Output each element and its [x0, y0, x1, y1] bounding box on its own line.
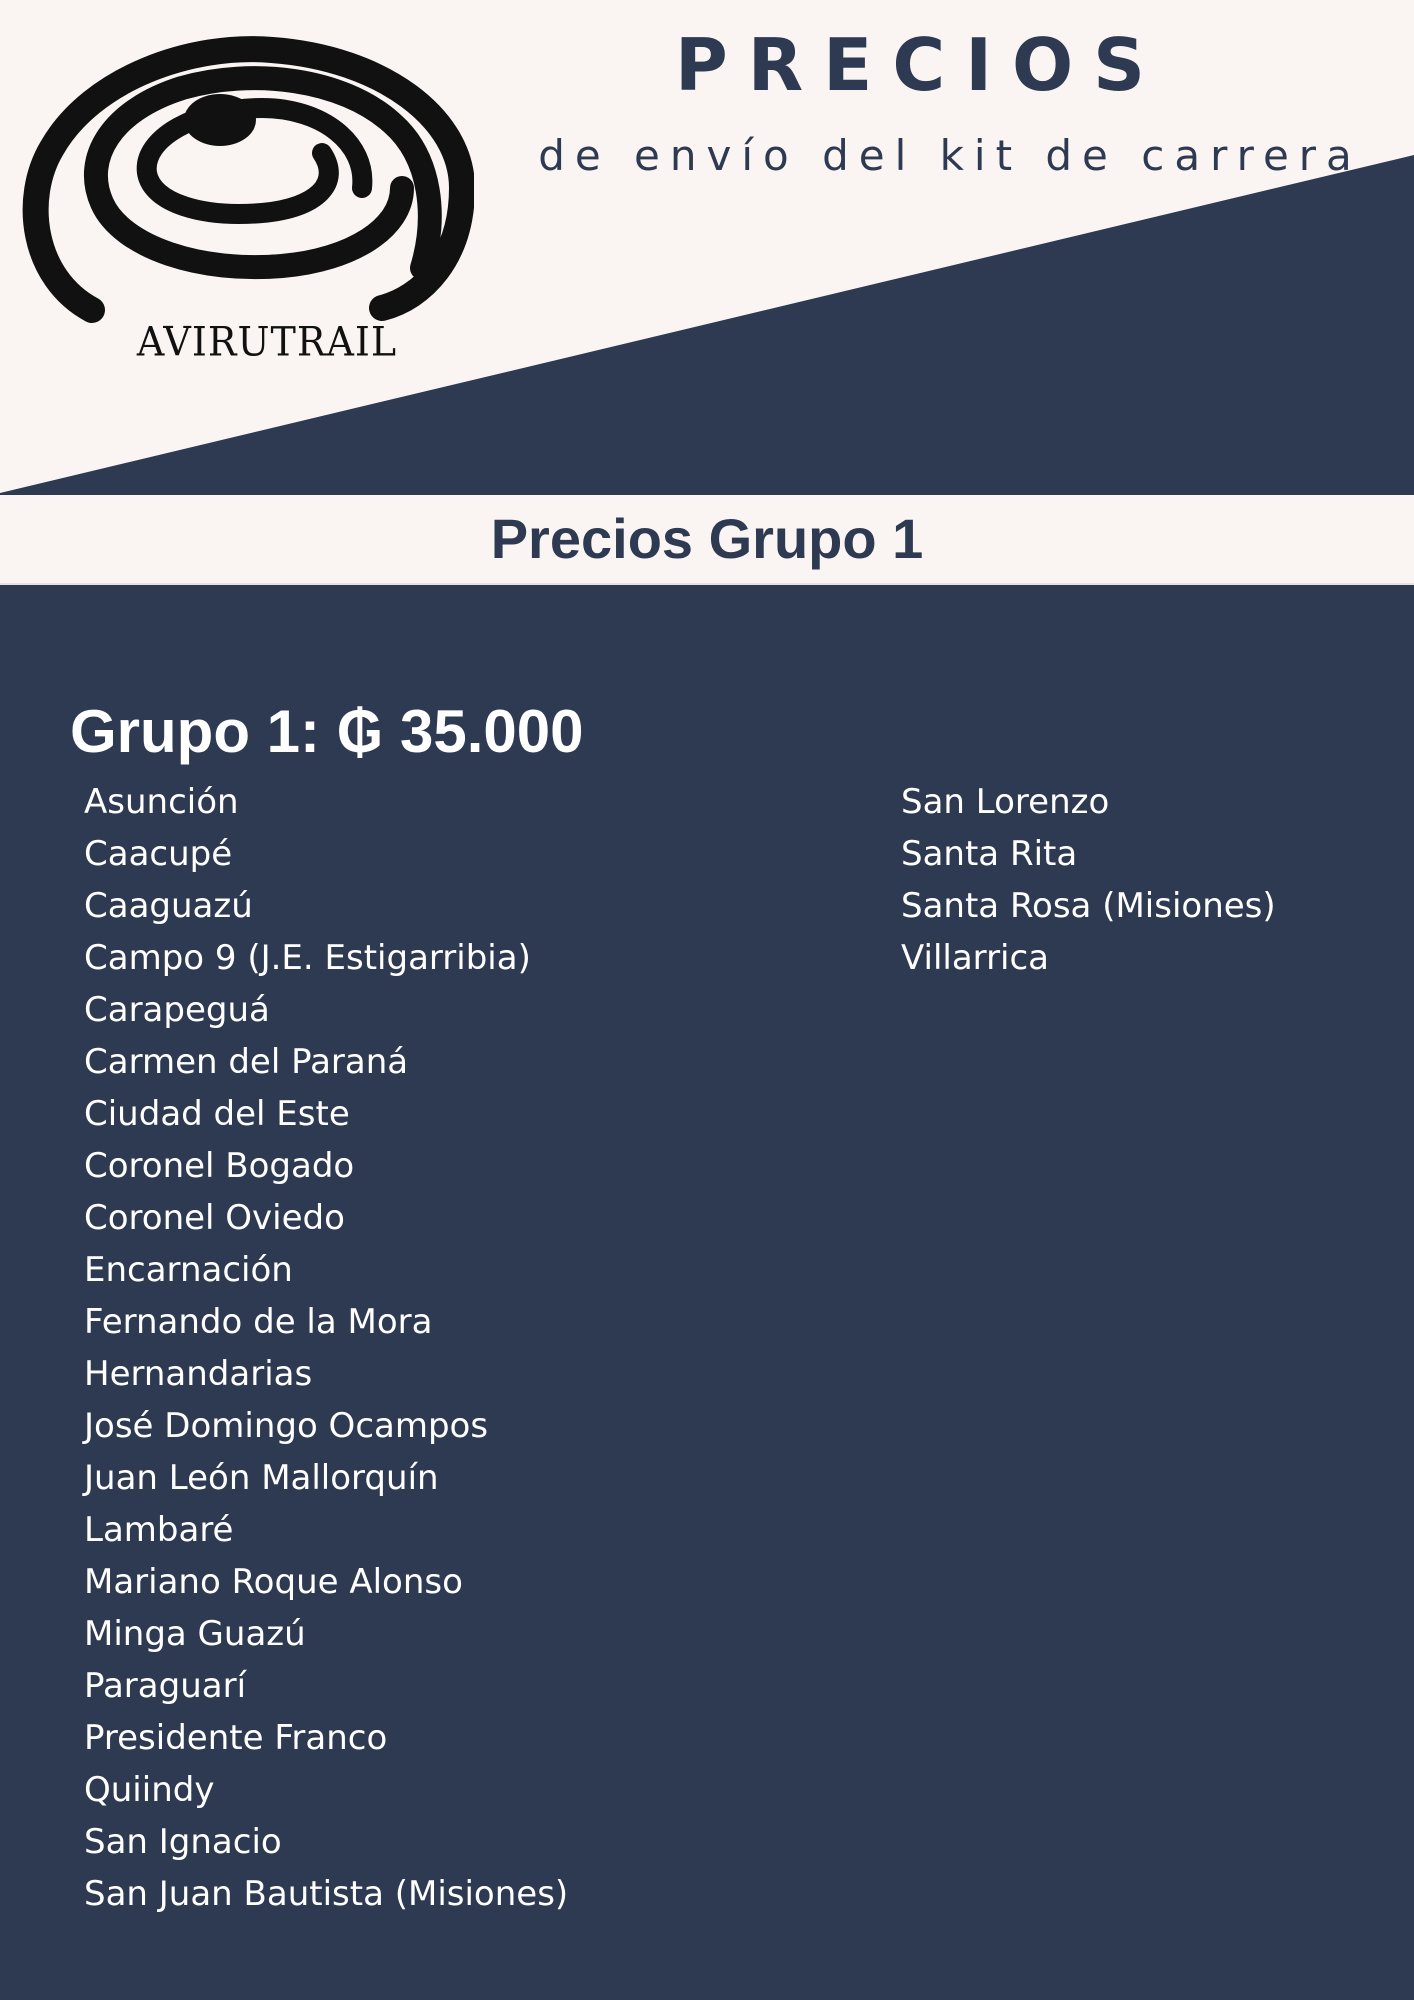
city-item: Coronel Bogado	[84, 1146, 355, 1186]
city-item: Hernandarias	[84, 1354, 313, 1394]
city-item: Carmen del Paraná	[84, 1042, 409, 1082]
logo-wordmark: AVIRUTRAIL	[136, 318, 398, 366]
city-item: Campo 9 (J.E. Estigarribia)	[84, 938, 531, 978]
city-list-column-1	[84, 776, 784, 1920]
page-subtitle: de envío del kit de carrera	[538, 131, 1362, 180]
city-item: Carapeguá	[84, 990, 270, 1030]
city-item: Juan León Mallorquín	[84, 1458, 439, 1498]
band-title: Precios Grupo 1	[490, 507, 924, 570]
city-item: Santa Rosa (Misiones)	[901, 886, 1276, 926]
city-item: Encarnación	[84, 1250, 293, 1290]
city-item: Lambaré	[84, 1510, 234, 1550]
city-item: Presidente Franco	[84, 1718, 388, 1758]
city-item: Caaguazú	[84, 886, 253, 926]
city-item: San Juan Bautista (Misiones)	[84, 1874, 569, 1914]
page-title: PRECIOS	[674, 23, 1166, 107]
city-item: San Ignacio	[84, 1822, 282, 1862]
city-item: Mariano Roque Alonso	[84, 1562, 463, 1602]
city-item: Minga Guazú	[84, 1614, 306, 1654]
city-item: Santa Rita	[901, 834, 1078, 874]
group-heading: Grupo 1: ₲ 35.000	[70, 698, 584, 765]
city-item: Fernando de la Mora	[84, 1302, 433, 1342]
spiral-eye-icon	[22, 28, 474, 328]
city-item: Quiindy	[84, 1770, 215, 1810]
city-item: Ciudad del Este	[84, 1094, 350, 1134]
city-item: Caacupé	[84, 834, 233, 874]
city-item: San Lorenzo	[901, 782, 1110, 822]
avirutrail-logo	[22, 28, 474, 378]
city-list-column-2	[901, 776, 1381, 984]
group-band	[0, 495, 1414, 585]
city-item: Coronel Oviedo	[84, 1198, 345, 1238]
city-item: José Domingo Ocampos	[84, 1406, 489, 1446]
city-item: Villarrica	[901, 938, 1050, 978]
city-item: Asunción	[84, 782, 239, 822]
city-item: Paraguarí	[84, 1666, 247, 1706]
